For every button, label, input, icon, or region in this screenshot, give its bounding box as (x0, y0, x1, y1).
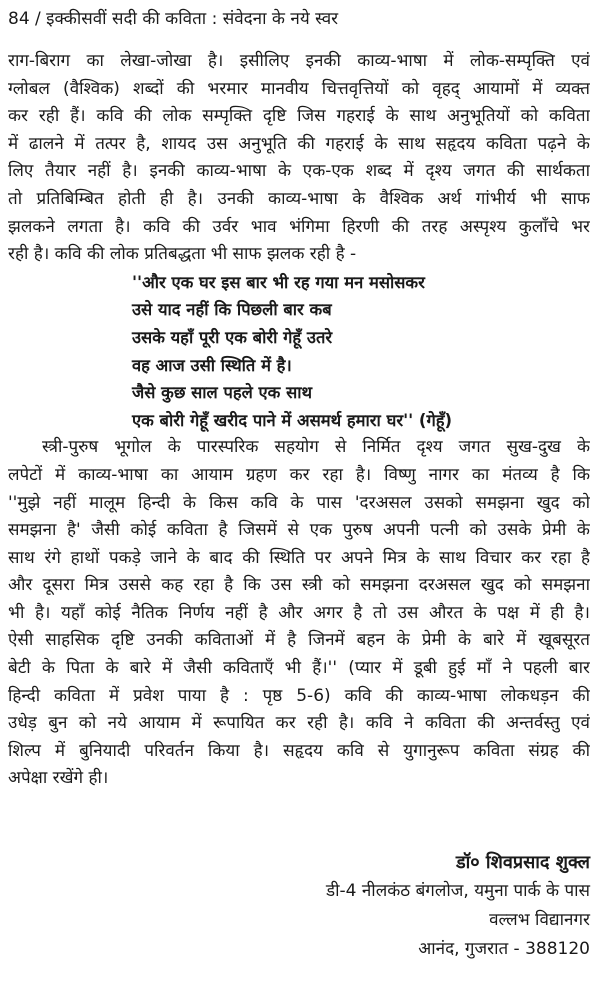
address-line: आनंद, गुजरात - 388120 (418, 939, 590, 959)
text-line: झलकने लगता है। कवि की उर्वर भाव भंगिमा हिरणी की तरह अस्पृश्य कुलाँचे भर (8, 216, 590, 237)
poem-line: एक बोरी गेहूँ खरीद पाने में असमर्थ हमारा घर'' (गेहूँ) (132, 410, 453, 430)
text-line: शिल्प में बुनियादी परिवर्तन किया है। सहृदय कवि से युगानुरूप कविता संग्रह की (8, 740, 590, 761)
poem-line: उसे याद नहीं कि पिछली बार कब (132, 300, 332, 320)
text-line: और दूसरा मित्र उससे कह रहा है कि उस स्त्री को समझना दरअसल खुद को समझना (8, 575, 590, 596)
text-line: भी है। यहाँ कोई नैतिक निर्णय नहीं है और अगर है तो उस औरत के पक्ष में ही है। (8, 602, 590, 623)
paragraph-2 (8, 434, 590, 793)
paragraph-1 (8, 48, 590, 269)
text-line: लपेटों में काव्य-भाषा का आयाम ग्रहण कर रहा है। विष्णु नागर का मंतव्य है कि (8, 464, 590, 485)
author-name: डॉ० शिवप्रसाद शुक्ल (456, 852, 590, 873)
text-line: रही है। कवि की लोक प्रतिबद्धता भी साफ झलक रही है - (8, 244, 357, 265)
poem-line: ''और एक घर इस बार भी रह गया मन मसोसकर (132, 272, 425, 292)
text-line: हिन्दी कविता में प्रवेश पाया है : पृष्ठ 5-6) कवि की काव्य-भाषा लोकधड़न की (8, 685, 590, 706)
address-line: डी-4 नीलकंठ बंगलोज, यमुना पार्क के पास (326, 881, 590, 901)
poem-quote (8, 269, 590, 435)
text-line: ग्लोबल (वैश्विक) शब्दों की भरमार मानवीय चित्तवृत्तियों को वृहद् आयामों में व्यक्त (8, 78, 590, 99)
poem-line: जैसे कुछ साल पहले एक साथ (132, 383, 313, 403)
text-line: अपेक्षा रखेंगे ही। (8, 768, 109, 789)
text-line: लिए तैयार नहीं है। इनकी काव्य-भाषा के एक-एक शब्द में दृश्य जगत की सार्थकता (8, 161, 590, 182)
text-line: ऐसी साहसिक दृष्टि उनकी कविताओं में है जिनमें बहन के प्रेमी के बारे में खूबसूरत (8, 630, 590, 651)
text-line: राग-बिराग का लेखा-जोखा है। इसीलिए इनकी काव्य-भाषा में लोक-सम्पृक्ति एवं (8, 51, 590, 71)
text-line: उधेड़ बुन को नये आयाम में रूपायित कर रही है। कवि ने कविता की अन्तर्वस्तु एवं (8, 713, 590, 734)
page-body (8, 48, 590, 793)
poem-line: उसके यहाँ पूरी एक बोरी गेहूँ उतरे (132, 327, 333, 347)
address-line: वल्लभ विद्यानगर (489, 910, 590, 930)
text-line: ''मुझे नहीं मालूम हिन्दी के किस कवि के पास 'दरअसल उसको समझना खुद को (8, 492, 590, 513)
poem-line: वह आज उसी स्थिति में है। (132, 355, 292, 375)
signature-block (326, 848, 590, 964)
running-header: 84 / इक्कीसवीं सदी की कविता : संवेदना के नये स्वर (8, 9, 339, 29)
text-line: में ढालने में तत्पर है, शायद उस अनुभूति की गहराई के साथ सहृदय कविता पढ़ने के (8, 133, 590, 154)
text-line: कर रही हैं। कवि की लोक सम्पृक्ति दृष्टि जिस गहराई के साथ अनुभूतियों को कविता (8, 106, 590, 127)
text-line: साथ रंगे हाथों पकड़े जाने के बाद की स्थिति पर अपने मित्र के साथ विचार कर रहा है (8, 547, 590, 568)
text-line: बेटी के पिता के बारे में जैसी कविताएँ भी हैं।'' (प्यार में डूबी हुई माँ ने पहली बार (8, 658, 590, 679)
text-line: स्त्री-पुरुष भूगोल के पारस्परिक सहयोग से निर्मित दृश्य जगत सुख-दुख के (42, 437, 590, 458)
text-line: तो प्रतिबिम्बित होती ही है। उनकी काव्य-भाषा के वैश्विक अर्थ गांभीर्य भी साफ (8, 188, 590, 209)
text-line: समझना है' जैसी कोई कविता है जिसमें से एक पुरुष अपनी पत्नी को उसके प्रेमी के (8, 520, 590, 541)
